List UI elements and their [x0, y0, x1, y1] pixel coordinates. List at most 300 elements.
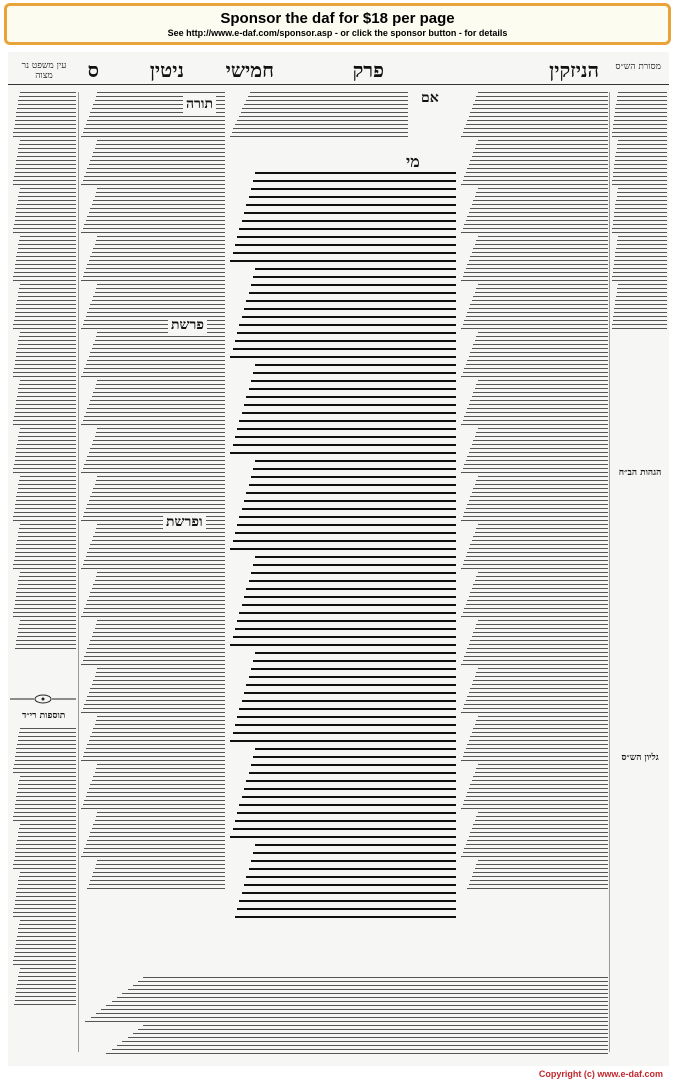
header-perek: פרק: [352, 58, 384, 82]
text-line: [469, 740, 608, 741]
text-line: [251, 668, 456, 670]
text-line: [20, 380, 76, 381]
text-line: [91, 1017, 608, 1018]
text-line: [13, 184, 76, 185]
text-line: [14, 812, 76, 813]
text-line: [138, 1029, 608, 1030]
text-line: [20, 92, 76, 93]
text-line: [249, 868, 456, 870]
text-line: [470, 880, 608, 881]
text-line: [613, 272, 667, 273]
text-line: [476, 192, 608, 193]
text-line: [464, 752, 608, 753]
text-line: [478, 620, 608, 621]
text-line: [15, 552, 76, 553]
text-line: [473, 152, 608, 153]
text-line: [230, 260, 456, 262]
text-line: [469, 548, 608, 549]
text-line: [463, 612, 608, 613]
text-line: [463, 468, 608, 469]
text-line: [122, 993, 608, 994]
text-line: [19, 972, 76, 973]
text-line: [17, 252, 76, 253]
text-line: [16, 640, 76, 641]
text-line: [81, 568, 225, 569]
text-line: [466, 796, 608, 797]
daf-page: [8, 52, 669, 1066]
text-line: [463, 516, 608, 517]
text-line: [97, 380, 225, 381]
text-line: [472, 780, 608, 781]
text-line: [20, 188, 76, 189]
text-line: [461, 520, 608, 521]
text-line: [472, 540, 608, 541]
text-line: [475, 292, 608, 293]
text-line: [17, 888, 76, 889]
text-line: [18, 296, 76, 297]
text-line: [230, 836, 456, 838]
text-line: [613, 220, 667, 221]
text-line: [86, 796, 225, 797]
text-line: [86, 172, 225, 173]
text-line: [615, 160, 667, 161]
text-line: [244, 104, 408, 105]
text-line: [470, 496, 608, 497]
text-line: [467, 840, 608, 841]
text-line: [612, 228, 667, 229]
text-line: [472, 444, 608, 445]
text-line: [14, 956, 76, 957]
text-line: [89, 308, 225, 309]
text-line: [13, 132, 76, 133]
text-line: [617, 148, 667, 149]
text-line: [89, 836, 225, 837]
text-line: [81, 808, 225, 809]
text-line: [95, 676, 226, 677]
text-line: [133, 985, 608, 986]
text-line: [20, 776, 76, 777]
text-line: [478, 812, 608, 813]
column-divider-2: [609, 92, 610, 1052]
text-line: [469, 596, 608, 597]
text-line: [463, 756, 608, 757]
text-line: [15, 216, 76, 217]
text-line: [15, 120, 76, 121]
text-line: [97, 716, 225, 717]
text-line: [96, 1013, 608, 1014]
text-line: [466, 412, 608, 413]
text-line: [13, 468, 76, 469]
text-line: [253, 756, 456, 758]
text-line: [97, 236, 225, 237]
text-line: [84, 848, 225, 849]
text-line: [235, 436, 456, 438]
text-line: [233, 732, 456, 734]
text-line: [81, 184, 225, 185]
text-line: [13, 276, 76, 277]
text-line: [612, 328, 667, 329]
text-line: [473, 296, 608, 297]
text-line: [18, 832, 76, 833]
text-line: [97, 572, 225, 573]
text-line: [16, 164, 76, 165]
text-line: [18, 532, 76, 533]
text-line: [15, 364, 76, 365]
text-line: [255, 460, 456, 462]
text-line: [461, 616, 608, 617]
text-line: [466, 844, 608, 845]
text-line: [14, 176, 76, 177]
text-line: [89, 644, 225, 645]
text-line: [16, 160, 76, 161]
text-line: [83, 228, 225, 229]
text-line: [615, 156, 667, 157]
text-line: [617, 100, 667, 101]
text-line: [478, 188, 608, 189]
text-line: [89, 164, 225, 165]
text-line: [476, 432, 608, 433]
text-line: [16, 896, 76, 897]
tosafos-dibur-torah: תורה: [183, 96, 216, 113]
tosafos-column: [80, 92, 225, 972]
text-line: [233, 348, 456, 350]
text-line: [97, 620, 225, 621]
text-line: [90, 160, 225, 161]
text-line: [128, 989, 608, 990]
text-line: [469, 452, 608, 453]
sponsor-banner[interactable]: [4, 3, 671, 45]
text-line: [97, 476, 225, 477]
text-line: [89, 212, 225, 213]
text-line: [467, 264, 608, 265]
text-line: [13, 816, 76, 817]
text-line: [83, 804, 225, 805]
text-line: [19, 528, 76, 529]
text-line: [14, 416, 76, 417]
text-line: [86, 652, 225, 653]
text-line: [463, 276, 608, 277]
text-line: [473, 440, 608, 441]
text-line: [461, 808, 608, 809]
text-line: [478, 860, 608, 861]
text-line: [461, 424, 608, 425]
text-line: [466, 652, 608, 653]
copyright-notice[interactable]: Copyright (c) www.e-daf.com: [538, 1069, 663, 1079]
text-line: [83, 612, 225, 613]
text-line: [242, 108, 408, 109]
text-line: [463, 132, 608, 133]
text-line: [90, 304, 225, 305]
text-line: [235, 628, 456, 630]
text-line: [17, 588, 76, 589]
text-line: [15, 760, 76, 761]
text-line: [613, 172, 667, 173]
text-line: [81, 280, 225, 281]
text-line: [244, 404, 456, 406]
text-line: [20, 572, 76, 573]
text-line: [90, 256, 225, 257]
header-chapter-number: חמישי: [225, 58, 274, 82]
text-line: [16, 304, 76, 305]
text-line: [90, 880, 225, 881]
text-line: [16, 748, 76, 749]
text-line: [13, 768, 76, 769]
text-line: [18, 104, 76, 105]
text-line: [13, 136, 76, 137]
text-line: [13, 324, 76, 325]
text-line: [84, 176, 225, 177]
text-line: [242, 796, 456, 798]
text-line: [612, 136, 667, 137]
text-line: [475, 580, 608, 581]
text-line: [476, 672, 608, 673]
text-line: [467, 504, 608, 505]
text-line: [617, 196, 667, 197]
text-line: [251, 860, 456, 862]
text-line: [89, 356, 225, 357]
text-line: [15, 312, 76, 313]
sponsor-title[interactable]: Sponsor the daf for $18 per page: [220, 10, 455, 27]
text-line: [472, 732, 608, 733]
text-line: [14, 128, 76, 129]
mishna-opening-word: אם: [418, 90, 442, 107]
text-line: [469, 692, 608, 693]
text-line: [470, 448, 608, 449]
text-line: [616, 104, 667, 105]
text-line: [93, 392, 225, 393]
text-line: [242, 412, 456, 414]
text-line: [95, 724, 226, 725]
text-line: [90, 784, 225, 785]
text-line: [475, 244, 608, 245]
text-line: [83, 756, 225, 757]
text-line: [86, 268, 225, 269]
text-line: [249, 772, 456, 774]
text-line: [17, 636, 76, 637]
text-line: [18, 488, 76, 489]
text-line: [467, 744, 608, 745]
text-line: [84, 656, 225, 657]
gemara-top-strip: [228, 92, 408, 150]
text-line: [615, 208, 667, 209]
text-line: [18, 436, 76, 437]
text-line: [461, 136, 608, 137]
text-line: [613, 128, 667, 129]
text-line: [18, 880, 76, 881]
text-line: [246, 396, 456, 398]
header-daf-number: ס: [87, 58, 99, 82]
text-line: [13, 472, 76, 473]
text-line: [251, 380, 456, 382]
text-line: [617, 244, 667, 245]
text-line: [473, 680, 608, 681]
text-line: [83, 660, 225, 661]
text-line: [470, 832, 608, 833]
text-line: [93, 872, 225, 873]
header-ein-mishpat: עין משפט נר מצוה: [21, 61, 67, 81]
text-line: [13, 520, 76, 521]
text-line: [618, 140, 667, 141]
text-line: [18, 148, 76, 149]
text-line: [97, 428, 225, 429]
text-line: [87, 696, 225, 697]
text-line: [84, 800, 225, 801]
text-line: [244, 788, 456, 790]
text-line: [117, 997, 608, 998]
text-line: [472, 204, 608, 205]
text-line: [14, 764, 76, 765]
text-line: [92, 684, 225, 685]
text-line: [237, 120, 408, 121]
text-line: [14, 1004, 76, 1005]
text-line: [89, 788, 225, 789]
text-line: [87, 600, 225, 601]
text-line: [612, 280, 667, 281]
text-line: [466, 364, 608, 365]
text-line: [92, 444, 225, 445]
text-line: [89, 596, 225, 597]
text-line: [95, 484, 226, 485]
text-line: [618, 236, 667, 237]
text-line: [472, 828, 608, 829]
text-line: [96, 624, 225, 625]
text-line: [461, 232, 608, 233]
text-line: [466, 268, 608, 269]
text-line: [16, 308, 76, 309]
text-line: [614, 264, 667, 265]
text-line: [14, 224, 76, 225]
text-line: [18, 100, 76, 101]
text-line: [81, 616, 225, 617]
text-line: [467, 648, 608, 649]
text-line: [239, 804, 456, 806]
text-line: [16, 752, 76, 753]
text-line: [83, 420, 225, 421]
text-line: [84, 272, 225, 273]
text-line: [613, 316, 667, 317]
tosafos-rid-column: [12, 728, 76, 1028]
text-line: [475, 340, 608, 341]
text-line: [95, 148, 226, 149]
text-line: [476, 336, 608, 337]
text-line: [85, 1021, 608, 1022]
text-line: [463, 420, 608, 421]
text-line: [92, 156, 225, 157]
text-line: [83, 180, 225, 181]
text-line: [96, 288, 225, 289]
text-line: [233, 252, 456, 254]
text-line: [246, 204, 456, 206]
text-line: [92, 300, 225, 301]
text-line: [15, 220, 76, 221]
text-line: [478, 572, 608, 573]
text-line: [87, 360, 225, 361]
text-line: [83, 276, 225, 277]
text-line: [467, 120, 608, 121]
text-line: [469, 836, 608, 837]
text-line: [473, 872, 608, 873]
text-line: [17, 744, 76, 745]
text-line: [615, 108, 667, 109]
hagahos-habach-label: הגהות הב״ח: [613, 467, 667, 478]
text-line: [87, 792, 225, 793]
text-line: [13, 960, 76, 961]
text-line: [233, 540, 456, 542]
text-line: [464, 224, 608, 225]
text-line: [96, 336, 225, 337]
text-line: [16, 404, 76, 405]
text-line: [463, 180, 608, 181]
text-line: [93, 248, 225, 249]
text-line: [237, 716, 456, 718]
text-line: [97, 92, 225, 93]
text-line: [19, 828, 76, 829]
text-line: [612, 324, 667, 325]
text-line: [15, 412, 76, 413]
text-line: [466, 748, 608, 749]
text-line: [84, 704, 225, 705]
text-line: [461, 472, 608, 473]
text-line: [87, 408, 225, 409]
text-line: [476, 576, 608, 577]
text-line: [101, 1009, 608, 1010]
text-line: [470, 544, 608, 545]
text-line: [128, 1037, 608, 1038]
text-line: [92, 348, 225, 349]
text-line: [84, 368, 225, 369]
text-line: [15, 172, 76, 173]
text-line: [15, 460, 76, 461]
text-line: [97, 668, 225, 669]
text-line: [613, 320, 667, 321]
text-line: [478, 332, 608, 333]
text-line: [18, 884, 76, 885]
text-line: [473, 536, 608, 537]
text-line: [13, 280, 76, 281]
text-line: [93, 776, 225, 777]
text-line: [478, 716, 608, 717]
text-line: [237, 812, 456, 814]
sponsor-subtitle[interactable]: See http://www.e-daf.com/sponsor.asp - or click the sponsor button - for details: [167, 28, 508, 38]
text-line: [16, 592, 76, 593]
text-line: [15, 996, 76, 997]
text-line: [253, 276, 456, 278]
tosafos-rid-title: תוספות רי״ד: [22, 711, 66, 721]
text-line: [15, 808, 76, 809]
text-line: [13, 420, 76, 421]
text-line: [255, 844, 456, 846]
text-line: [251, 284, 456, 286]
text-line: [84, 752, 225, 753]
text-line: [235, 724, 456, 726]
text-line: [469, 788, 608, 789]
text-line: [15, 952, 76, 953]
text-line: [89, 116, 225, 117]
text-line: [475, 532, 608, 533]
text-line: [469, 644, 608, 645]
text-line: [20, 824, 76, 825]
text-line: [476, 816, 608, 817]
text-line: [89, 692, 225, 693]
text-line: [475, 196, 608, 197]
text-line: [473, 584, 608, 585]
text-line: [242, 316, 456, 318]
text-line: [93, 632, 225, 633]
text-line: [472, 684, 608, 685]
text-line: [97, 812, 225, 813]
text-line: [13, 376, 76, 377]
text-line: [92, 588, 225, 589]
